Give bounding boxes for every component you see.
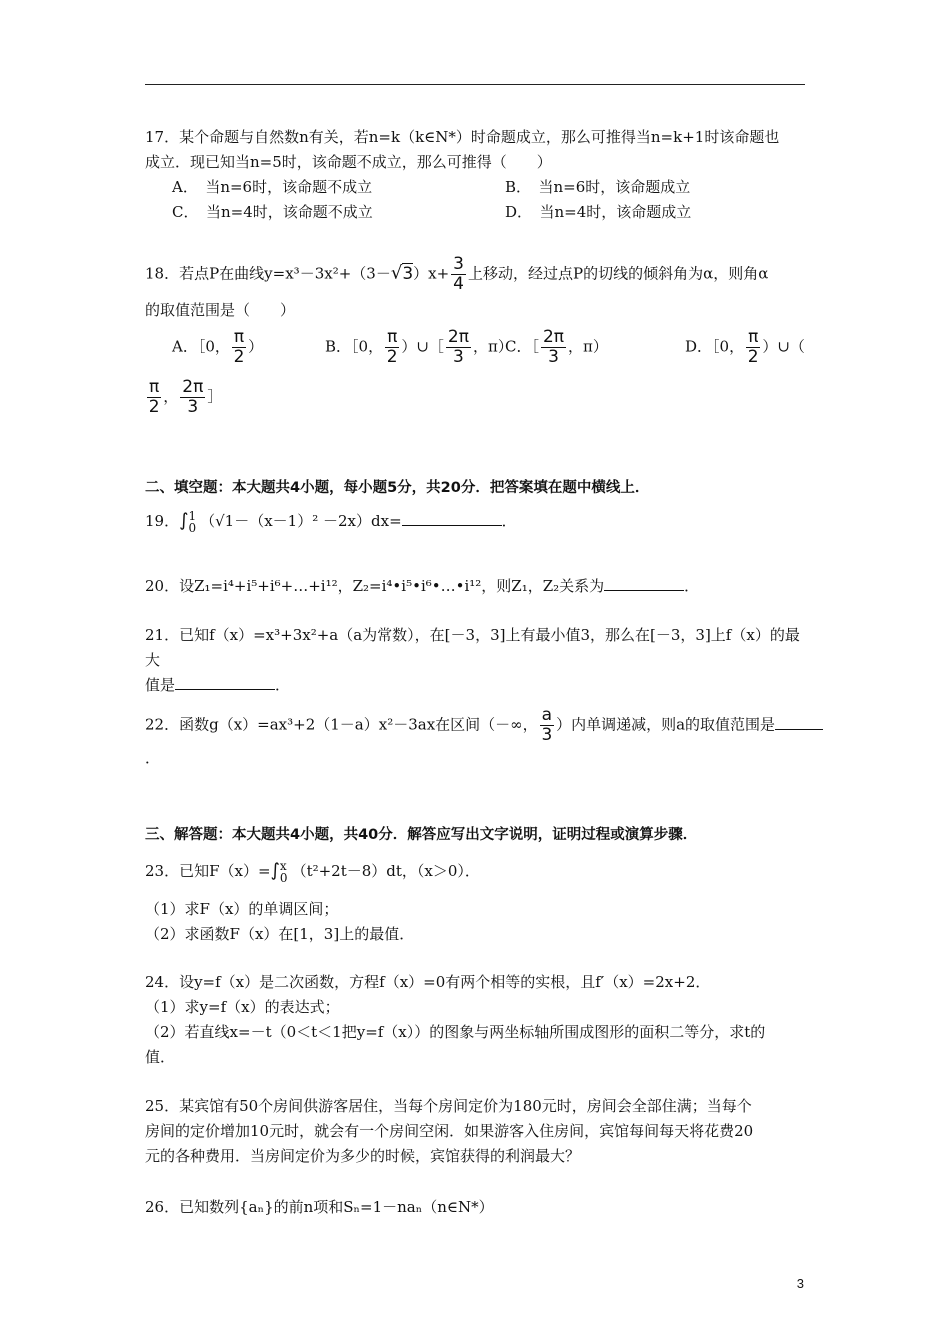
q19-number: 19． bbox=[145, 512, 180, 530]
sqrt-symbol: √ bbox=[390, 262, 403, 284]
frac-num: 2π bbox=[542, 327, 565, 347]
frac-den: 2 bbox=[233, 347, 245, 367]
q25-line2: 房间的定价增加10元时，就会有一个房间空闲．如果游客入住房间，宾馆每间每天将花费20 bbox=[145, 1122, 754, 1140]
two-pi-over-3-fraction bbox=[180, 378, 205, 417]
frac-den: 4 bbox=[453, 274, 464, 294]
question-25 bbox=[145, 1094, 807, 1169]
q20-end: ． bbox=[684, 577, 700, 595]
q18-option-c bbox=[505, 328, 608, 367]
question-26: 26．已知数列{aₙ}的前n项和Sₙ=1－naₙ（n∈N*） bbox=[145, 1198, 494, 1216]
q18-option-d-cont bbox=[145, 378, 222, 417]
question-18-line2: 的取值范围是（ ） bbox=[145, 301, 296, 319]
opt-text: B．［0， bbox=[325, 337, 384, 356]
frac-num: π bbox=[748, 327, 759, 347]
q22-pre: 22．函数g（x）=ax³+2（1－a）x²－3ax在区间（－∞， bbox=[145, 715, 538, 734]
opt-text: ， bbox=[163, 387, 179, 406]
q21-line2 bbox=[145, 673, 807, 698]
q19-end: ． bbox=[501, 512, 517, 530]
frac-den: 3 bbox=[548, 347, 559, 367]
q21-text: 值是 bbox=[145, 676, 176, 694]
pi-over-2-fraction bbox=[147, 378, 161, 417]
q17-line2: 成立．现已知当n=5时，该命题不成立，那么可推得（ ） bbox=[145, 153, 552, 171]
question-24 bbox=[145, 970, 807, 1070]
pi-over-2-fraction bbox=[385, 328, 399, 367]
q22-end: ． bbox=[145, 749, 161, 767]
q18-option-b bbox=[325, 328, 513, 367]
section-2-heading: 二、填空题：本大题共4小题，每小题5分，共20分．把答案填在题中横线上． bbox=[145, 480, 650, 496]
frac-num: π bbox=[149, 377, 160, 397]
frac-num: 2π bbox=[182, 377, 204, 397]
two-pi-over-3-fraction bbox=[541, 328, 566, 367]
opt-text: ，π） bbox=[568, 337, 608, 356]
q17-line1: 17．某个命题与自然数n有关，若n=k（k∈N*）时命题成立，那么可推得当n=k+1时该命题也 bbox=[145, 128, 780, 146]
question-19 bbox=[145, 508, 807, 534]
q18-post: 上移动，经过点P的切线的倾斜角为α，则角α bbox=[468, 264, 769, 283]
q24-part-1: （1）求y=f（x）的表达式； bbox=[145, 998, 340, 1016]
q19-expression: （√1－（x－1）² －2x）dx= bbox=[200, 512, 402, 530]
lower-limit: 0 bbox=[188, 521, 197, 535]
opt-text: ） bbox=[248, 337, 264, 356]
question-18-line1 bbox=[145, 255, 807, 294]
frac-num: π bbox=[233, 327, 245, 347]
q17-option-c: C． 当n=4时，该命题不成立 bbox=[172, 203, 373, 221]
q24-line1: 24．设y=f（x）是二次函数，方程f（x）=0有两个相等的实根，且f′（x）=2x+2． bbox=[145, 973, 711, 991]
frac-den: 3 bbox=[541, 725, 553, 745]
frac-den: 3 bbox=[453, 347, 464, 367]
frac-den: 3 bbox=[187, 397, 199, 417]
q18-fraction bbox=[451, 255, 466, 294]
section-3-heading: 三、解答题：本大题共4小题，共40分．解答应写出文字说明，证明过程或演算步骤． bbox=[145, 827, 698, 843]
header-rule bbox=[145, 84, 805, 85]
question-22 bbox=[145, 706, 807, 745]
frac-num: π bbox=[387, 327, 398, 347]
page-number: 3 bbox=[796, 1276, 804, 1291]
opt-text: ）∪［ bbox=[401, 337, 444, 356]
upper-limit: x bbox=[279, 859, 287, 873]
q24-part-2: （2）若直线x=－t（0＜t＜1把y=f（x））的图象与两坐标轴所围成图形的面积二等分，求t的 bbox=[145, 1023, 766, 1041]
q17-option-a: A． 当n=6时，该命题不成立 bbox=[172, 178, 373, 196]
question-17 bbox=[145, 125, 807, 175]
two-pi-over-3-fraction bbox=[446, 328, 471, 367]
q17-option-d: D． 当n=4时，该命题成立 bbox=[505, 203, 692, 221]
opt-text: ）∪（ bbox=[762, 337, 805, 356]
q20-text: 20．设Z₁=i⁴+i⁵+i⁶+…+i¹²，Z₂=i⁴•i⁵•i⁶•…•i¹²，则Z₁，Z₂关系为 bbox=[145, 577, 605, 595]
answer-blank[interactable] bbox=[604, 576, 684, 591]
q18-mid: ）x+ bbox=[413, 264, 450, 283]
q18-option-d bbox=[685, 328, 805, 367]
q18-pre: 18．若点P在曲线y=x³－3x²+（3－ bbox=[145, 264, 391, 283]
a-over-3-fraction bbox=[540, 706, 554, 745]
q17-option-b: B． 当n=6时，该命题成立 bbox=[505, 178, 691, 196]
question-21 bbox=[145, 623, 807, 698]
opt-text: ］ bbox=[207, 387, 223, 406]
question-20 bbox=[145, 574, 807, 599]
q23-part-2: （2）求函数F（x）在[1，3]上的最值． bbox=[145, 925, 415, 943]
q25-line3: 元的各种费用．当房间定价为多少的时候，宾馆获得的利润最大？ bbox=[145, 1147, 581, 1165]
lower-limit: 0 bbox=[279, 871, 288, 885]
answer-blank[interactable] bbox=[175, 675, 275, 690]
q23-expression: （t²+2t－8）dt，（x＞0）． bbox=[291, 862, 480, 880]
frac-den: 2 bbox=[386, 347, 398, 367]
pi-over-2-fraction bbox=[746, 328, 760, 367]
q24-part-2-cont: 值． bbox=[145, 1048, 176, 1066]
question-23 bbox=[145, 858, 807, 884]
frac-num: 3 bbox=[453, 254, 464, 274]
frac-num: a bbox=[541, 705, 553, 725]
answer-blank[interactable] bbox=[402, 511, 502, 526]
integral-symbol: ∫ bbox=[179, 510, 189, 531]
frac-num: 2π bbox=[447, 327, 469, 347]
integral-limits bbox=[188, 510, 196, 534]
q23-pre: 23．已知F（x）= bbox=[145, 862, 271, 880]
upper-limit: 1 bbox=[188, 509, 197, 523]
pi-over-2-fraction bbox=[232, 328, 246, 367]
q21-end: ． bbox=[275, 676, 291, 694]
q21-line1: 21．已知f（x）=x³+3x²+a（a为常数），在[－3，3]上有最小值3，那么在[－3，3]上f（x）的最大 bbox=[145, 626, 800, 669]
integral-limits bbox=[280, 860, 288, 884]
q18-sqrt-arg: 3 bbox=[402, 263, 414, 284]
opt-text: ，π） bbox=[472, 337, 513, 356]
q23-parts bbox=[145, 897, 807, 947]
frac-den: 2 bbox=[747, 347, 759, 367]
answer-blank[interactable] bbox=[775, 715, 823, 730]
q25-line1: 25．某宾馆有50个房间供游客居住，当每个房间定价为180元时，房间会全部住满；当每个 bbox=[145, 1097, 752, 1115]
opt-text: C．［ bbox=[505, 337, 539, 356]
opt-text: A．［0， bbox=[172, 337, 230, 356]
opt-text: D．［0， bbox=[685, 337, 745, 356]
q23-part-1: （1）求F（x）的单调区间； bbox=[145, 900, 339, 918]
frac-den: 2 bbox=[148, 397, 160, 417]
q18-option-a bbox=[172, 328, 263, 367]
integral-symbol: ∫ bbox=[270, 860, 280, 881]
q22-post: ）内单调递减，则a的取值范围是 bbox=[556, 715, 776, 734]
